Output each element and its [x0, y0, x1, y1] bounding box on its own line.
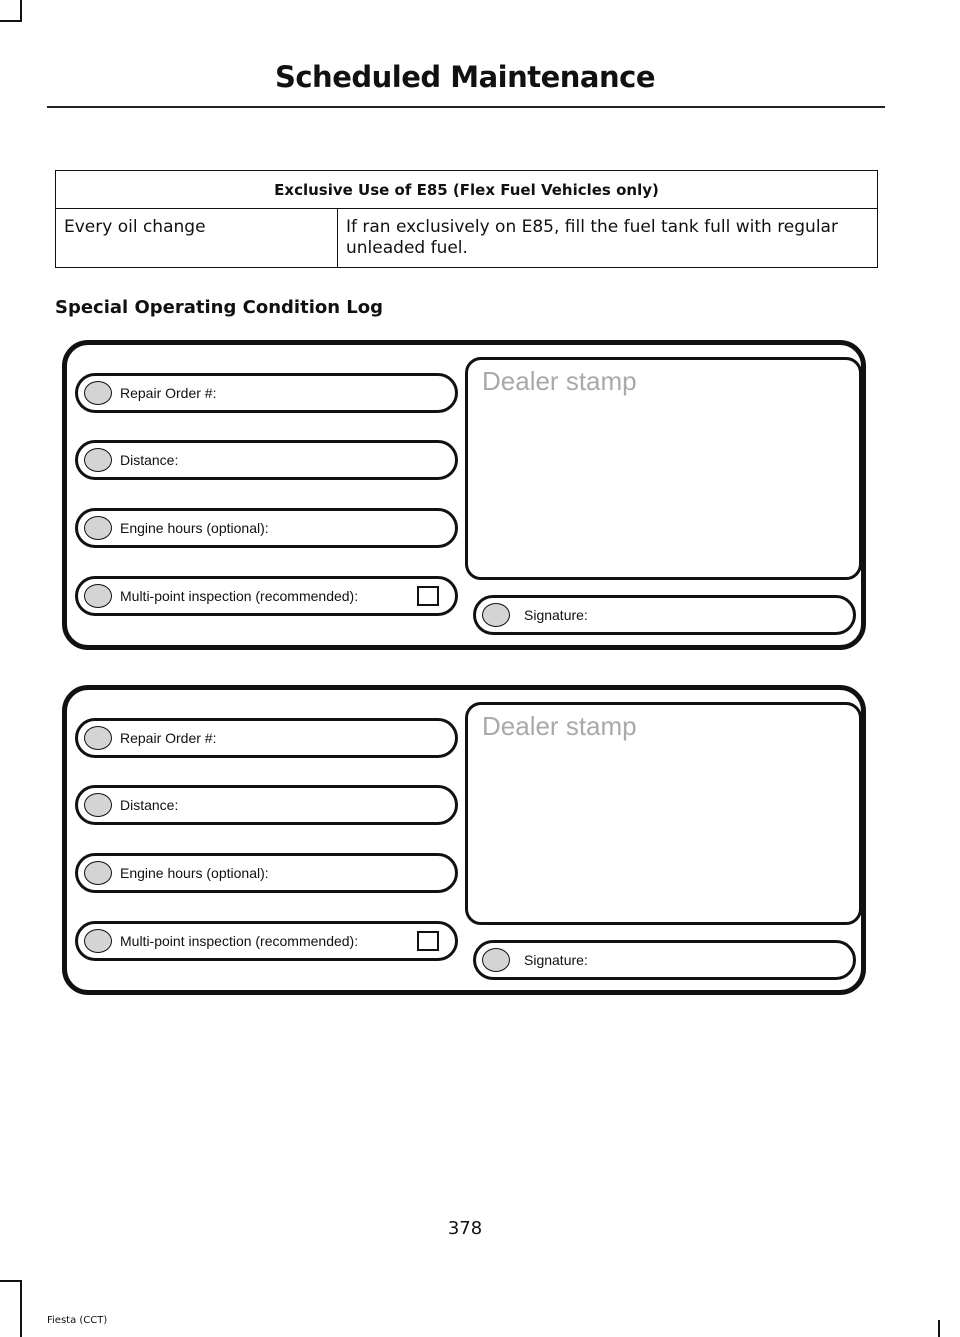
page-number: 378	[447, 1218, 483, 1239]
dealer-stamp-box	[465, 702, 862, 925]
crop-mark	[0, 20, 22, 22]
inspection-field[interactable]	[75, 576, 458, 616]
engine-hours-label: Engine hours (optional):	[120, 865, 269, 881]
crop-mark	[938, 1320, 940, 1337]
dealer-stamp-label: Dealer stamp	[482, 711, 637, 741]
engine-hours-field[interactable]	[75, 853, 458, 893]
section-heading: Special Operating Condition Log	[55, 297, 384, 318]
table-cell-action: If ran exclusively on E85, fill the fuel tank full with regular unleaded fuel.	[338, 209, 878, 268]
log-card	[62, 340, 866, 650]
title-divider	[47, 106, 885, 108]
engine-hours-label: Engine hours (optional):	[120, 520, 269, 536]
circle-icon	[84, 381, 112, 405]
distance-field[interactable]	[75, 440, 458, 480]
circle-icon	[84, 861, 112, 885]
table-row	[56, 209, 878, 268]
repair-order-field[interactable]	[75, 718, 458, 758]
repair-order-label: Repair Order #:	[120, 385, 217, 401]
circle-icon	[84, 516, 112, 540]
dealer-stamp-label: Dealer stamp	[482, 366, 637, 396]
e85-table-heading: Exclusive Use of E85 (Flex Fuel Vehicles only)	[56, 171, 878, 209]
e85-table	[55, 170, 878, 268]
inspection-field[interactable]	[75, 921, 458, 961]
inspection-checkbox[interactable]	[417, 931, 439, 951]
circle-icon	[482, 948, 510, 972]
inspection-label: Multi-point inspection (recommended):	[120, 588, 359, 604]
circle-icon	[84, 929, 112, 953]
crop-mark	[20, 1280, 22, 1337]
circle-icon	[482, 603, 510, 627]
distance-label: Distance:	[120, 452, 179, 468]
repair-order-field[interactable]	[75, 373, 458, 413]
circle-icon	[84, 793, 112, 817]
repair-order-label: Repair Order #:	[120, 730, 217, 746]
signature-field[interactable]	[473, 595, 856, 635]
page-title: Scheduled Maintenance	[274, 60, 656, 94]
signature-label: Signature:	[524, 607, 588, 623]
inspection-checkbox[interactable]	[417, 586, 439, 606]
footer-model: Fiesta (CCT)	[47, 1315, 108, 1326]
crop-mark	[20, 0, 22, 22]
circle-icon	[84, 726, 112, 750]
log-card	[62, 685, 866, 995]
distance-label: Distance:	[120, 797, 179, 813]
signature-field[interactable]	[473, 940, 856, 980]
circle-icon	[84, 584, 112, 608]
engine-hours-field[interactable]	[75, 508, 458, 548]
signature-label: Signature:	[524, 952, 588, 968]
dealer-stamp-box	[465, 357, 862, 580]
inspection-label: Multi-point inspection (recommended):	[120, 933, 359, 949]
distance-field[interactable]	[75, 785, 458, 825]
crop-mark	[0, 1280, 22, 1282]
circle-icon	[84, 448, 112, 472]
table-cell-interval: Every oil change	[56, 209, 338, 268]
